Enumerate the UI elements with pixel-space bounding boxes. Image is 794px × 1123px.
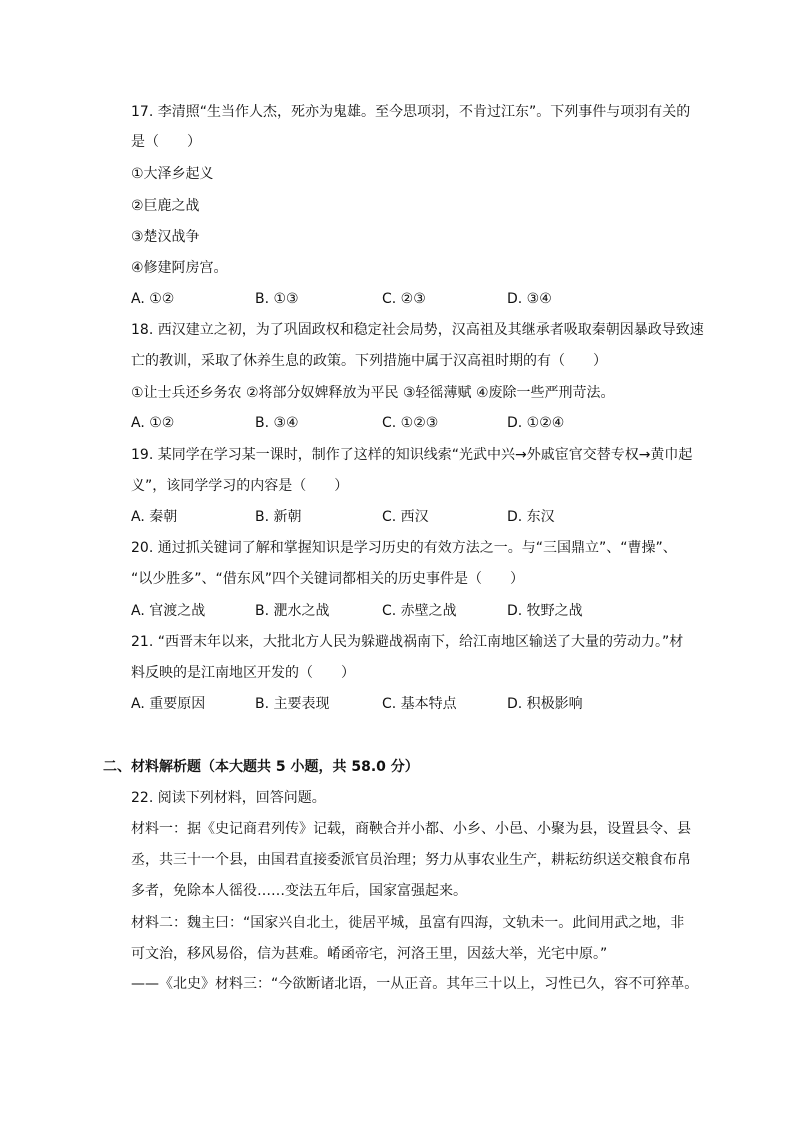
q18-option-c[interactable]: C. ①②③ bbox=[382, 415, 439, 431]
q19-option-d[interactable]: D. 东汉 bbox=[507, 509, 555, 525]
q18-stem-line-1: 18. 西汉建立之初，为了巩固政权和稳定社会局势，汉高祖及其继承者吸取秦朝因暴政导致速 bbox=[131, 322, 704, 338]
q22-intro: 22. 阅读下列材料，回答问题。 bbox=[131, 790, 326, 806]
q21-option-a[interactable]: A. 重要原因 bbox=[131, 696, 206, 712]
q17-item-4: ④修建阿房宫。 bbox=[131, 260, 228, 276]
q17-item-1: ①大泽乡起义 bbox=[131, 166, 214, 182]
q18-measures: ①让士兵还乡务农 ②将部分奴婢释放为平民 ③轻徭薄赋 ④废除一些严刑苛法。 bbox=[131, 385, 615, 401]
q18-option-b[interactable]: B. ③④ bbox=[255, 415, 299, 431]
q21-stem-line-1: 21. “西晋末年以来，大批北方人民为躲避战祸南下，给江南地区输送了大量的劳动力。”材 bbox=[131, 634, 684, 650]
q20-stem-line-1: 20. 通过抓关键词了解和掌握知识是学习历史的有效方法之一。与“三国鼎立”、“曹操”、 bbox=[131, 540, 677, 556]
q19-option-b[interactable]: B. 新朝 bbox=[255, 509, 302, 525]
q19-stem-line-2: 义”，该同学学习的内容是（ ） bbox=[131, 478, 349, 494]
q17-option-b[interactable]: B. ①③ bbox=[255, 291, 299, 307]
q17-option-d[interactable]: D. ③④ bbox=[507, 291, 552, 307]
q22-material-1-line-2: 丞，共三十一个县，由国君直接委派官员治理；努力从事农业生产，耕耘纺织送交粮食布帛 bbox=[131, 852, 691, 868]
q21-stem-line-2: 料反映的是江南地区开发的（ ） bbox=[131, 665, 355, 681]
q22-material-1-line-1: 材料一：据《史记商君列传》记载，商鞅合并小都、小乡、小邑、小聚为县，设置县令、县 bbox=[131, 821, 691, 837]
q20-stem-line-2: “以少胜多”、“借东风”四个关键词都相关的历史事件是（ ） bbox=[131, 571, 525, 587]
q20-option-a[interactable]: A. 官渡之战 bbox=[131, 603, 206, 619]
q22-material-2-line-3: ——《北史》材料三：“今欲断诸北语，一从正音。其年三十以上，习性已久，容不可猝革。 bbox=[131, 976, 699, 992]
q22-material-2-line-2: 可文治，移风易俗，信为甚难。崤函帝宅，河洛王里，因兹大举，光宅中原。” bbox=[131, 946, 608, 962]
q17-option-c[interactable]: C. ②③ bbox=[382, 291, 426, 307]
q21-option-d[interactable]: D. 积极影响 bbox=[507, 696, 583, 712]
q18-stem-line-2: 亡的教训，采取了休养生息的政策。下列措施中属于汉高祖时期的有（ ） bbox=[131, 353, 607, 369]
q17-stem-line-1: 17. 李清照“生当作人杰，死亦为鬼雄。至今思项羽，不肯过江东”。下列事件与项羽有关的 bbox=[131, 104, 691, 120]
q21-option-c[interactable]: C. 基本特点 bbox=[382, 696, 457, 712]
q19-option-c[interactable]: C. 西汉 bbox=[382, 509, 429, 525]
q20-option-c[interactable]: C. 赤壁之战 bbox=[382, 603, 457, 619]
q18-option-a[interactable]: A. ①② bbox=[131, 415, 175, 431]
section-2-heading: 二、材料解析题（本大题共 5 小题，共 58.0 分） bbox=[103, 759, 419, 775]
q21-option-b[interactable]: B. 主要表现 bbox=[255, 696, 330, 712]
q18-option-d[interactable]: D. ①②④ bbox=[507, 415, 565, 431]
q17-item-3: ③楚汉战争 bbox=[131, 229, 200, 245]
q22-material-1-line-3: 多者，免除本人徭役……变法五年后，国家富强起来。 bbox=[131, 883, 467, 899]
q20-option-d[interactable]: D. 牧野之战 bbox=[507, 603, 583, 619]
q19-option-a[interactable]: A. 秦朝 bbox=[131, 509, 178, 525]
q22-material-2-line-1: 材料二：魏主曰：“国家兴自北土，徙居平城，虽富有四海，文轨未一。此间用武之地，非 bbox=[131, 915, 685, 931]
q19-stem-line-1: 19. 某同学在学习某一课时，制作了这样的知识线索“光武中兴→外戚宦官交替专权→黄巾起 bbox=[131, 447, 693, 463]
q17-stem-line-2: 是（ ） bbox=[131, 134, 201, 150]
q17-option-a[interactable]: A. ①② bbox=[131, 291, 175, 307]
q17-item-2: ②巨鹿之战 bbox=[131, 198, 200, 214]
q20-option-b[interactable]: B. 淝水之战 bbox=[255, 603, 330, 619]
